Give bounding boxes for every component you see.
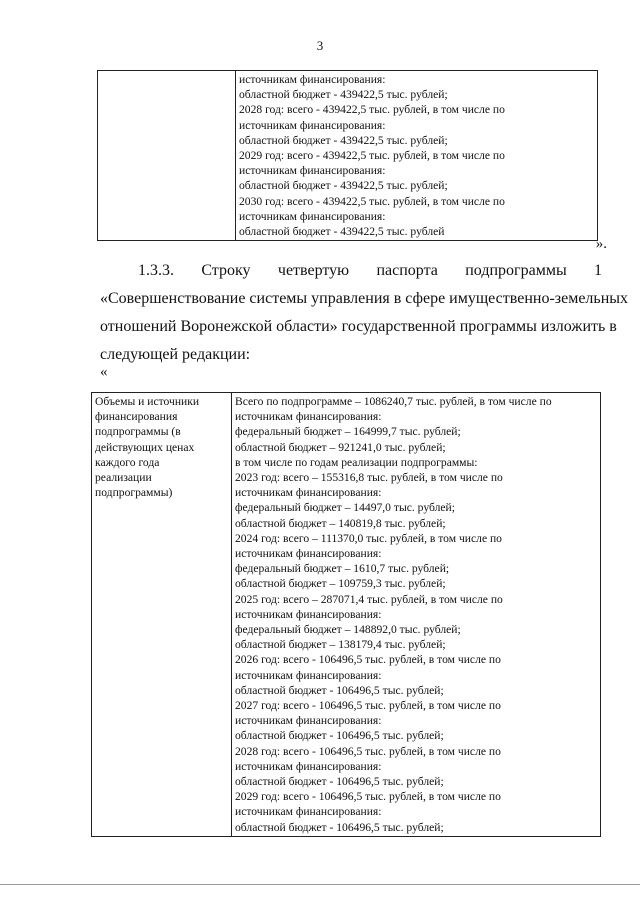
table-line: источникам финансирования: [235, 486, 382, 500]
word: паспорта [376, 262, 438, 279]
amendment-paragraph [100, 257, 629, 369]
word: подпрограммы [465, 262, 567, 279]
table-line: областной бюджет - 439422,5 тыс. рублей [239, 225, 445, 239]
empty-label-cell [98, 71, 236, 241]
paragraph-line-4: следующей редакции: [100, 346, 251, 363]
closing-quote: ». [595, 236, 607, 252]
table-line: источникам финансирования: [235, 547, 382, 561]
page-number: 3 [316, 38, 324, 53]
table-line: 2024 год: всего – 111370,0 тыс. рублей, в том числе по [235, 531, 502, 545]
paragraph-line-1 [100, 257, 602, 285]
label-line: действующих ценах [95, 440, 195, 454]
table-line: источникам финансирования: [239, 118, 386, 132]
table-line: областной бюджет - 106496,5 тыс. рублей; [235, 729, 444, 743]
table-row [92, 393, 601, 837]
funding-table [91, 392, 601, 837]
table-line: 2029 год: всего - 106496,5 тыс. рублей, в том числе по [235, 790, 501, 804]
table-line: источникам финансирования: [235, 668, 382, 682]
table-line: областной бюджет - 106496,5 тыс. рублей; [235, 820, 444, 834]
label-line: подпрограммы (в [95, 425, 181, 439]
table-line: источникам финансирования: [235, 410, 382, 424]
word: четвертую [277, 262, 350, 279]
table-line: федеральный бюджет – 14497,0 тыс. рублей; [235, 501, 455, 515]
table-line: областной бюджет - 439422,5 тыс. рублей; [239, 133, 448, 147]
paragraph-line-2: «Совершенствование системы управления в сфере имущественно-земельных [100, 290, 629, 307]
paragraph-line-3: отношений Воронежской области» государственной программы изложить в [100, 318, 617, 335]
funding-table-continued [97, 70, 598, 241]
table-line: источникам финансирования: [235, 714, 382, 728]
table-line: источникам финансирования: [235, 805, 382, 819]
table-line: федеральный бюджет – 1610,7 тыс. рублей; [235, 562, 450, 576]
page-bottom-divider [0, 884, 640, 885]
label-line: Объемы и источники [95, 395, 200, 408]
table-line: 2025 год: всего – 287071,4 тыс. рублей, в том числе по [235, 592, 503, 606]
word: Строку [201, 262, 251, 279]
table-line: 2028 год: всего - 439422,5 тыс. рублей, в том числе по [239, 103, 505, 117]
table-line: областной бюджет - 439422,5 тыс. рублей; [239, 88, 448, 102]
label-line: финансирования [95, 410, 178, 424]
table-line: федеральный бюджет – 148892,0 тыс. рублей; [235, 623, 461, 637]
table-line: источникам финансирования: [235, 607, 382, 621]
table-line: областной бюджет – 138179,4 тыс. рублей; [235, 638, 446, 652]
label-cell [92, 393, 232, 837]
table-line: областной бюджет - 106496,5 тыс. рублей; [235, 775, 444, 789]
table-line: областной бюджет – 921241,0 тыс. рублей; [235, 440, 446, 454]
table-line: 2029 год: всего - 439422,5 тыс. рублей, в том числе по [239, 149, 505, 163]
funding-details-cell [232, 393, 601, 837]
label-line: каждого года [95, 455, 160, 469]
word: 1 [594, 262, 603, 279]
table-line: областной бюджет – 109759,3 тыс. рублей; [235, 577, 446, 591]
table-line: Всего по подпрограмме – 1086240,7 тыс. рублей, в том числе по [235, 395, 552, 408]
table-line: 2023 год: всего – 155316,8 тыс. рублей, в том числе по [235, 471, 503, 485]
table-line: федеральный бюджет – 164999,7 тыс. рублей; [235, 425, 461, 439]
label-line: подпрограммы) [95, 486, 173, 500]
table-line: источникам финансирования: [239, 164, 386, 178]
table-line: 2030 год: всего - 439422,5 тыс. рублей, в том числе по [239, 194, 505, 208]
table-line: областной бюджет - 439422,5 тыс. рублей; [239, 179, 448, 193]
label-line: реализации [95, 471, 152, 485]
table-line: областной бюджет - 106496,5 тыс. рублей; [235, 683, 444, 697]
table-line: источникам финансирования: [239, 73, 386, 86]
table-line: 2028 год: всего - 106496,5 тыс. рублей, в том числе по [235, 744, 501, 758]
opening-quote: « [100, 364, 108, 380]
table-line: областной бюджет – 140819,8 тыс. рублей; [235, 516, 446, 530]
table-row [98, 71, 598, 241]
funding-details-cell [236, 71, 598, 241]
table-line: 2026 год: всего - 106496,5 тыс. рублей, в том числе по [235, 653, 501, 667]
table-line: источникам финансирования: [239, 209, 386, 223]
table-line: в том числе по годам реализации подпрограммы: [235, 455, 478, 469]
clause-number: 1.3.3. [138, 262, 174, 279]
table-line: 2027 год: всего - 106496,5 тыс. рублей, в том числе по [235, 699, 501, 713]
table-line: источникам финансирования: [235, 759, 382, 773]
